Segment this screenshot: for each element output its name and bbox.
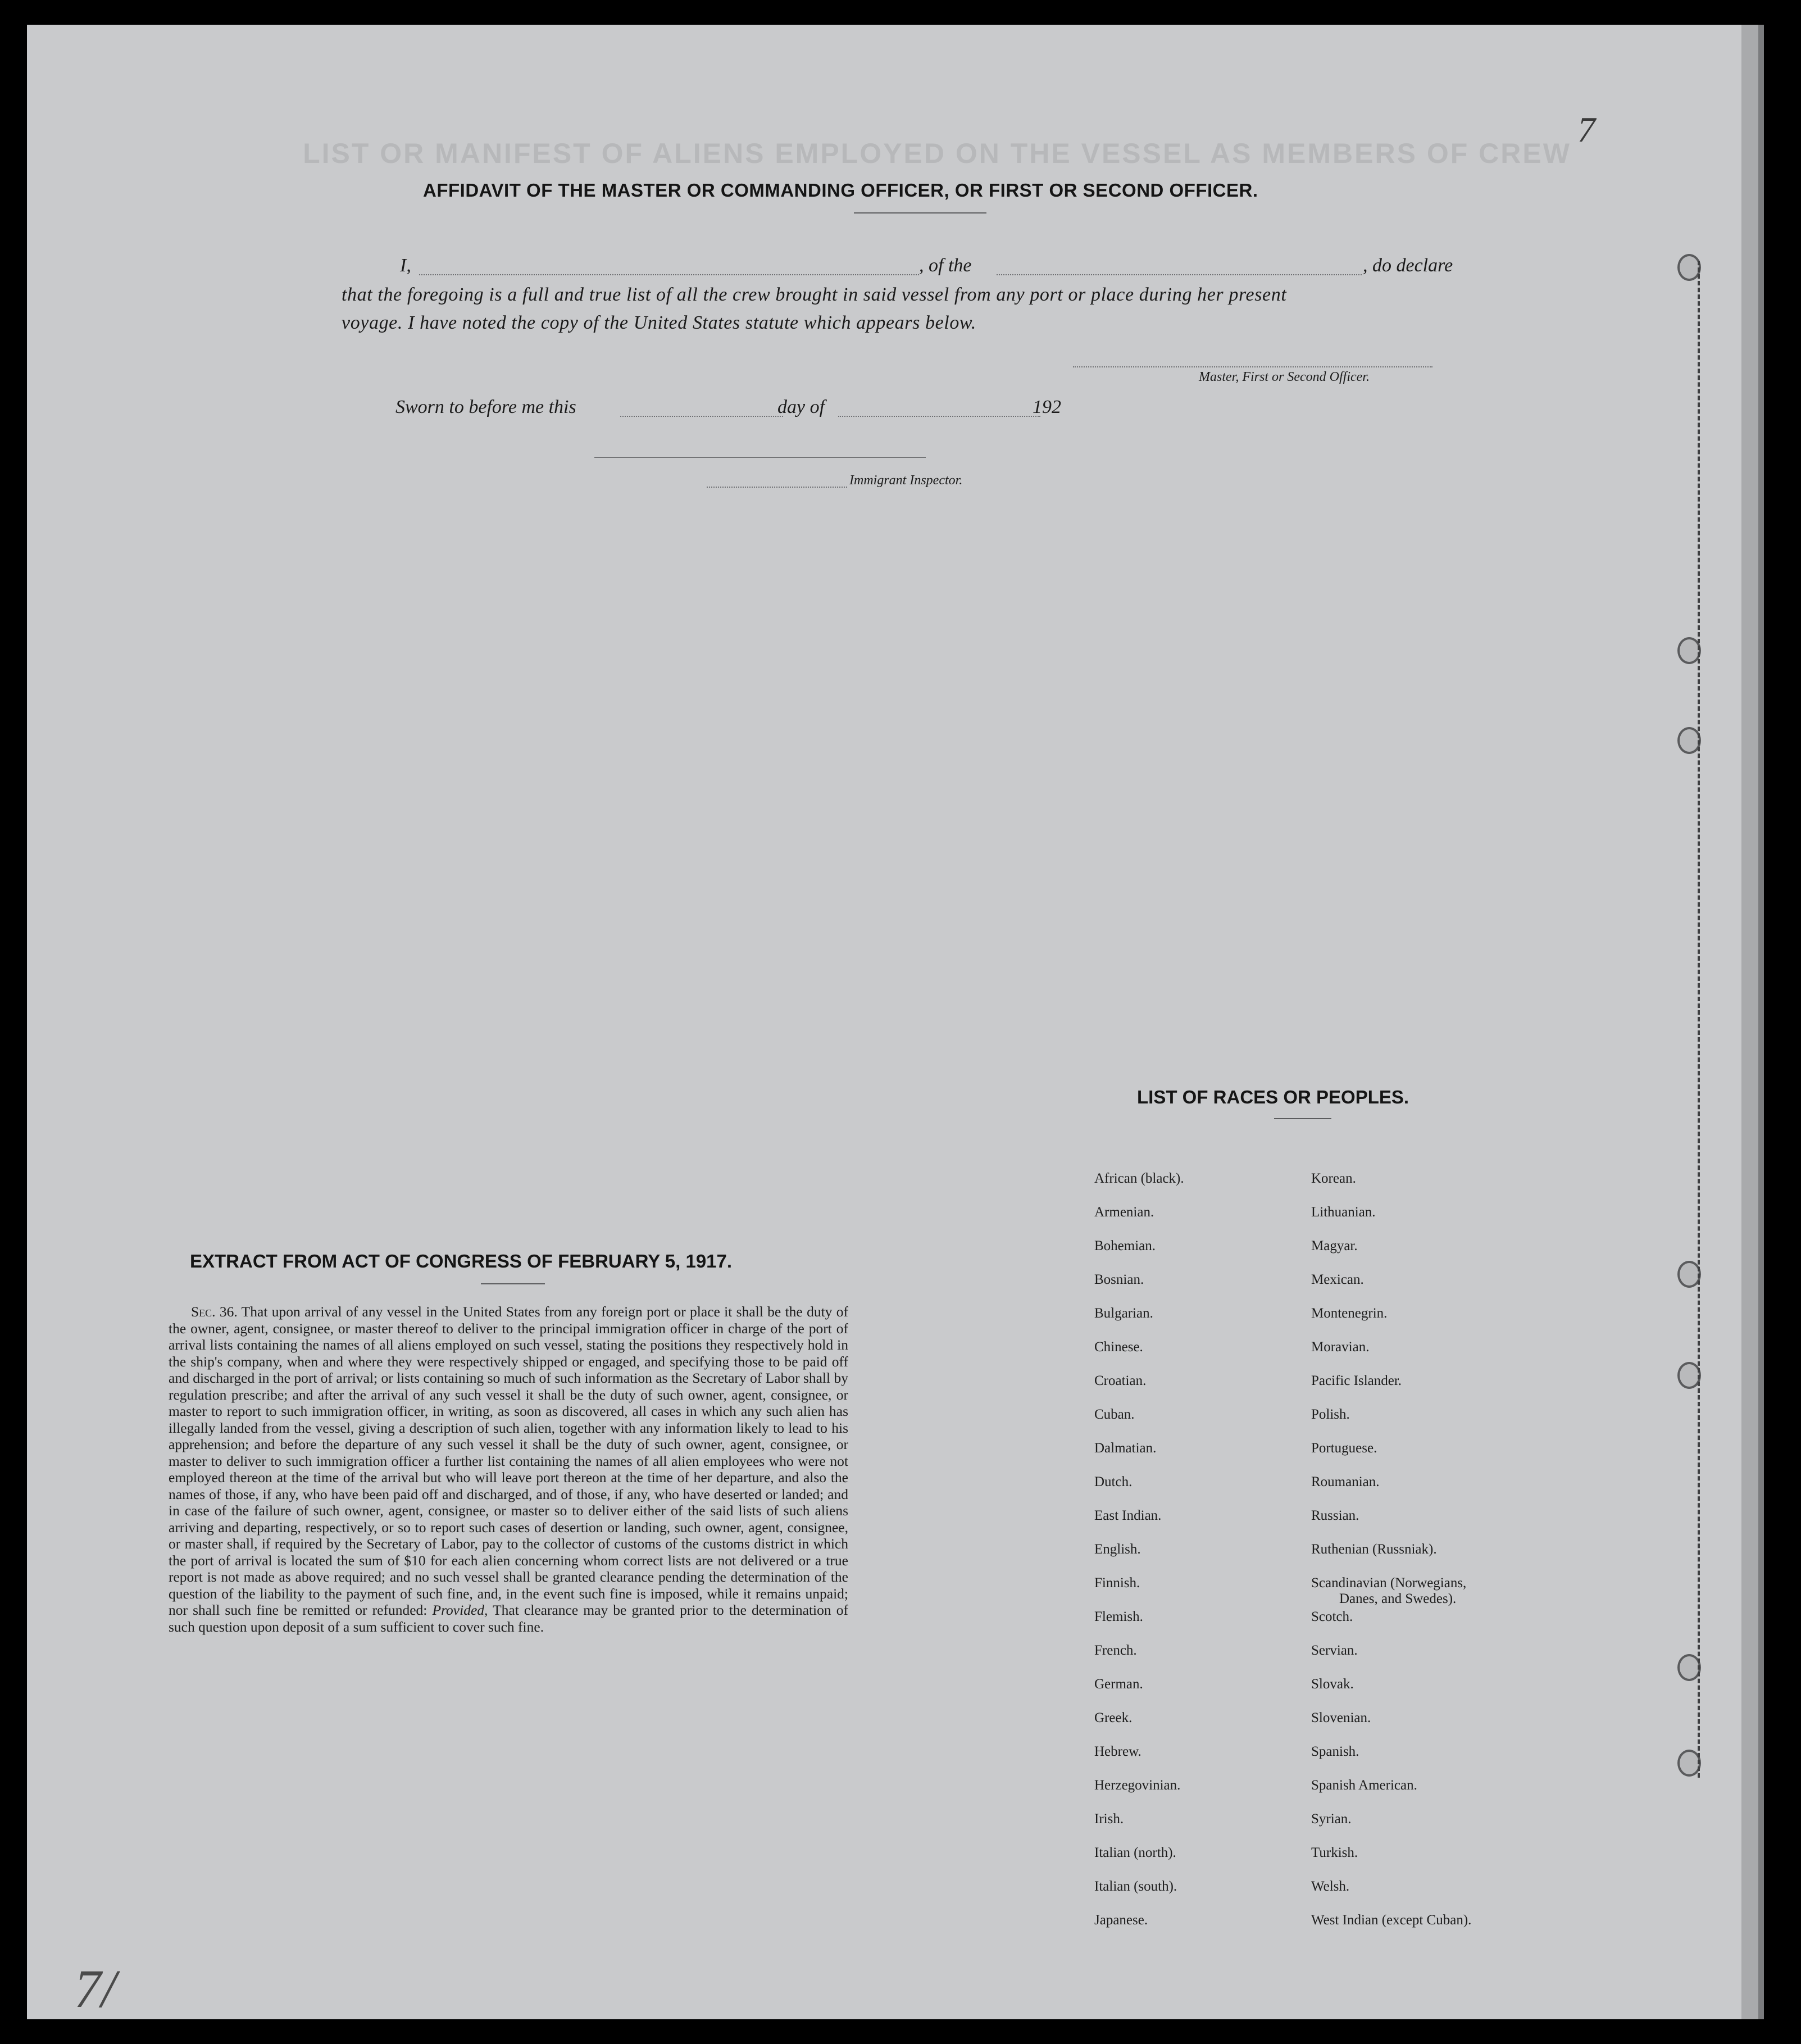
inspector-signature-line[interactable] bbox=[707, 487, 847, 488]
declarant-name-field[interactable] bbox=[419, 274, 919, 275]
race-item: Japanese. bbox=[1094, 1913, 1148, 1928]
handwritten-bottom-mark: 7/ bbox=[74, 1959, 116, 2019]
race-item: Portuguese. bbox=[1311, 1441, 1377, 1456]
race-item-continuation: Danes, and Swedes). bbox=[1339, 1591, 1457, 1606]
race-item: Croatian. bbox=[1094, 1373, 1147, 1388]
race-item: German. bbox=[1094, 1677, 1143, 1692]
sworn-label: Sworn to before me this bbox=[395, 397, 576, 417]
races-title: LIST OF RACES OR PEOPLES. bbox=[1137, 1087, 1409, 1107]
race-item: Cuban. bbox=[1094, 1407, 1135, 1422]
race-item: East Indian. bbox=[1094, 1508, 1162, 1523]
handwritten-page-mark: 7 bbox=[1577, 110, 1595, 149]
race-item: Welsh. bbox=[1311, 1879, 1350, 1894]
master-signature-label: Master, First or Second Officer. bbox=[1199, 370, 1370, 384]
perforation-line bbox=[1698, 261, 1700, 1778]
race-item: Greek. bbox=[1094, 1710, 1133, 1725]
race-item: Pacific Islander. bbox=[1311, 1373, 1402, 1388]
race-item: Dutch. bbox=[1094, 1474, 1133, 1489]
race-item: Korean. bbox=[1311, 1171, 1356, 1186]
race-item: Mexican. bbox=[1311, 1272, 1364, 1287]
race-item: Slovenian. bbox=[1311, 1710, 1371, 1725]
race-item: Spanish American. bbox=[1311, 1778, 1417, 1793]
race-item: Chinese. bbox=[1094, 1339, 1143, 1355]
race-item bbox=[1311, 1575, 1471, 1609]
race-item: Polish. bbox=[1311, 1407, 1350, 1422]
race-item-main: Scandinavian (Norwegians, bbox=[1311, 1575, 1467, 1591]
races-column-2 bbox=[1311, 1171, 1471, 1946]
race-item: French. bbox=[1094, 1643, 1137, 1658]
race-item: Turkish. bbox=[1311, 1845, 1358, 1860]
race-item: Irish. bbox=[1094, 1811, 1124, 1827]
extract-underline bbox=[481, 1283, 545, 1284]
statute-text bbox=[169, 1303, 848, 1635]
race-item: Roumanian. bbox=[1311, 1474, 1380, 1489]
race-item: English. bbox=[1094, 1542, 1141, 1557]
notary-line bbox=[594, 457, 926, 458]
race-item: Flemish. bbox=[1094, 1609, 1143, 1624]
provided-word: Provided, bbox=[432, 1602, 488, 1618]
race-item: Dalmatian. bbox=[1094, 1441, 1157, 1456]
race-item: Finnish. bbox=[1094, 1575, 1140, 1591]
race-item: Slovak. bbox=[1311, 1677, 1354, 1692]
declarant-label: I, bbox=[400, 255, 411, 276]
race-item: Bosnian. bbox=[1094, 1272, 1144, 1287]
bleed-through-header: LIST OR MANIFEST OF ALIENS EMPLOYED ON THE VESSEL AS MEMBERS OF CREW bbox=[303, 138, 1571, 169]
races-underline bbox=[1274, 1118, 1331, 1119]
race-item: Servian. bbox=[1311, 1643, 1358, 1658]
race-item: Italian (north). bbox=[1094, 1845, 1176, 1860]
race-item: Moravian. bbox=[1311, 1339, 1370, 1355]
race-item: Lithuanian. bbox=[1311, 1205, 1376, 1220]
affidavit-line-3: voyage. I have noted the copy of the United States statute which appears below. bbox=[342, 312, 976, 333]
year-label: 192 bbox=[1033, 397, 1061, 417]
races-column-1 bbox=[1094, 1171, 1184, 1946]
race-item: Magyar. bbox=[1311, 1238, 1358, 1253]
day-of-label: day of bbox=[777, 397, 825, 417]
race-item: West Indian (except Cuban). bbox=[1311, 1913, 1472, 1928]
sworn-month-field[interactable] bbox=[838, 416, 1040, 417]
race-item: Spanish. bbox=[1311, 1744, 1359, 1759]
section-number: Sec. 36. bbox=[191, 1303, 238, 1320]
race-item: Bulgarian. bbox=[1094, 1306, 1153, 1321]
race-item: Italian (south). bbox=[1094, 1879, 1177, 1894]
page-edge bbox=[1741, 25, 1758, 2019]
statute-tail: That clearance may be granted prior to the determination of such question upon deposit of a sum sufficient to cover such fine. bbox=[169, 1602, 848, 1635]
race-item: Syrian. bbox=[1311, 1811, 1352, 1827]
form-sheet bbox=[27, 25, 1741, 2019]
race-item: Herzegovinian. bbox=[1094, 1778, 1181, 1793]
extract-title: EXTRACT FROM ACT OF CONGRESS OF FEBRUARY 5, 1917. bbox=[190, 1251, 733, 1271]
affidavit-line-2: that the foregoing is a full and true list of all the crew brought in said vessel from any port or place during her present bbox=[342, 284, 1287, 305]
of-the-label: , of the bbox=[919, 255, 972, 276]
race-item: Russian. bbox=[1311, 1508, 1359, 1523]
race-item: Scotch. bbox=[1311, 1609, 1353, 1624]
master-signature-line[interactable] bbox=[1073, 366, 1432, 367]
do-declare-label: , do declare bbox=[1363, 255, 1453, 276]
title-underline bbox=[854, 212, 986, 214]
race-item: Ruthenian (Russniak). bbox=[1311, 1542, 1437, 1557]
statute-body: That upon arrival of any vessel in the United States from any foreign port or place it shall be the duty of the owner, agent, consignee, or master thereof to deliver to the principal immigration officer in charge of the port of arrival lists containing the names of all aliens employed on such vessel, stating the positions they respectively hold in the ship's company, when and where they were respectively shipped or engaged, and specifying those to be paid off and discharged in the port of arrival; or lists containing so much of such information as the Secretary of Labor shall by regulation prescribe; and after the arrival of any such vessel it shall be the duty of such owner, agent, consignee, or master to report to such immigration officer, in writing, as soon as discovered, all cases in which any such alien has illegally landed from the vessel, giving a description of such alien, together with any information likely to lead to his apprehension; and before the departure of any such vessel it shall be the duty of such owner, agent, consignee, or master to deliver to such immigration officer a further list containing the names of all alien employees who were not employed thereon at the time of the arrival but who will leave port thereon at the time of her departure, and also the names of those, if any, who have been paid off and discharged, and of those, if any, who have deserted or landed; and in case of the failure of such owner, agent, consignee, or master so to deliver either of the said lists of such aliens arriving and departing, respectively, or so to report such cases of desertion or landing, such owner, agent, consignee, or master shall, if required by the Secretary of Labor, pay to the collector of customs of the customs district in which the port of arrival is located the sum of $10 for each alien concerning whom correct lists are not delivered or a true report is not made as above required; and no such vessel shall be granted clearance pending the determination of the question of the liability to the payment of such fine, and, in the event such fine is imposed, while it remains unpaid; nor shall such fine be remitted or refunded: bbox=[169, 1303, 848, 1618]
inspector-label: Immigrant Inspector. bbox=[849, 473, 963, 488]
vessel-name-field[interactable] bbox=[997, 274, 1362, 275]
page-edge-shadow bbox=[1758, 25, 1764, 2019]
race-item: Montenegrin. bbox=[1311, 1306, 1388, 1321]
race-item: African (black). bbox=[1094, 1171, 1184, 1186]
race-item: Hebrew. bbox=[1094, 1744, 1141, 1759]
race-item: Armenian. bbox=[1094, 1205, 1154, 1220]
sworn-day-field[interactable] bbox=[620, 416, 783, 417]
race-item: Bohemian. bbox=[1094, 1238, 1156, 1253]
affidavit-title: AFFIDAVIT OF THE MASTER OR COMMANDING OFFICER, OR FIRST OR SECOND OFFICER. bbox=[423, 180, 1258, 201]
